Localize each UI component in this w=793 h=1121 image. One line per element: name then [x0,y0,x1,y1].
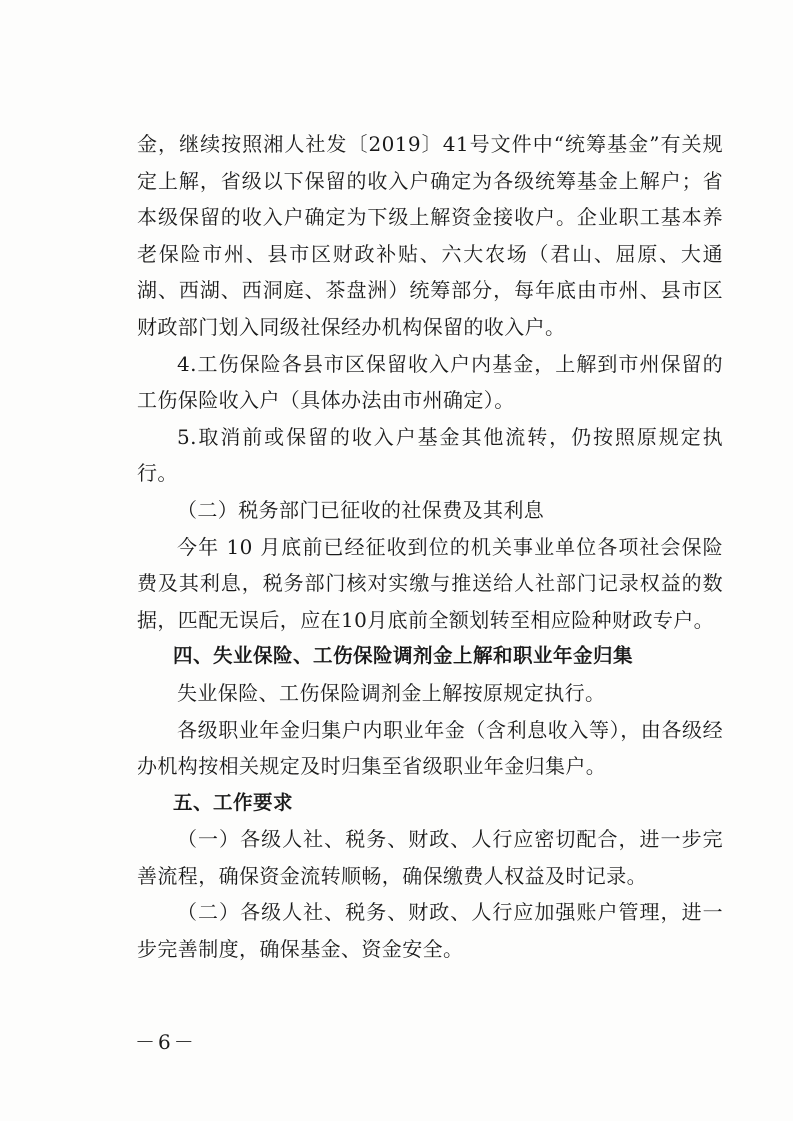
page-number: －6－ [135,1030,197,1054]
paragraph-occupational-annuity: 各级职业年金归集户内职业年金（含利息收入等），由各级经办机构按相关规定及时归集至省级职业年金归集户。 [137,717,723,779]
paragraph-tax-collection: 今年 10 月底前已经征收到位的机关事业单位各项社会保险费及其利息，税务部门核对实缴与推送给人社部门记录权益的数据，匹配无误后，应在10月底前全额划转至相应险种财政专户。 [137,534,723,632]
section-heading-five: 五、工作要求 [173,790,294,814]
section-heading-four: 四、失业保险、工伤保险调剂金上解和职业年金归集 [173,644,634,668]
paragraph-other-transfer: 5.取消前或保留的收入户基金其他流转，仍按照原规定执行。 [137,424,723,486]
paragraph-injury-insurance: 4.工伤保险各县市区保留收入户内基金，上解到市州保留的工伤保险收入户（具体办法由市州确定）。 [137,351,723,413]
paragraph-requirement-one: （一）各级人社、税务、财政、人行应密切配合，进一步完善流程，确保资金流转顺畅，确保缴费人权益及时记录。 [137,827,723,888]
subheading-tax-fees: （二）税务部门已征收的社保费及其利息 [177,497,545,522]
paragraph-adjustment-fund: 失业保险、工伤保险调剂金上解按原规定执行。 [177,680,606,705]
document-body [137,126,723,968]
paragraph-fund-transfer: 金，继续按照湘人社发〔2019〕41号文件中“统筹基金”有关规定上解，省级以下保留的收入户确定为各级统筹基金上解户；省本级保留的收入户确定为下级上解资金接收户。企业职工基本养老保险市州、县市区财政补贴、六大农场（君山、屈原、大通湖、西湖、西洞庭、茶盘洲）统筹部分，每年底由市州、县市区财政部门划入同级社保经办机构保留的收入户。 [137,132,723,339]
paragraph-requirement-two: （二）各级人社、税务、财政、人行应加强账户管理，进一步完善制度，确保基金、资金安全。 [137,900,723,962]
